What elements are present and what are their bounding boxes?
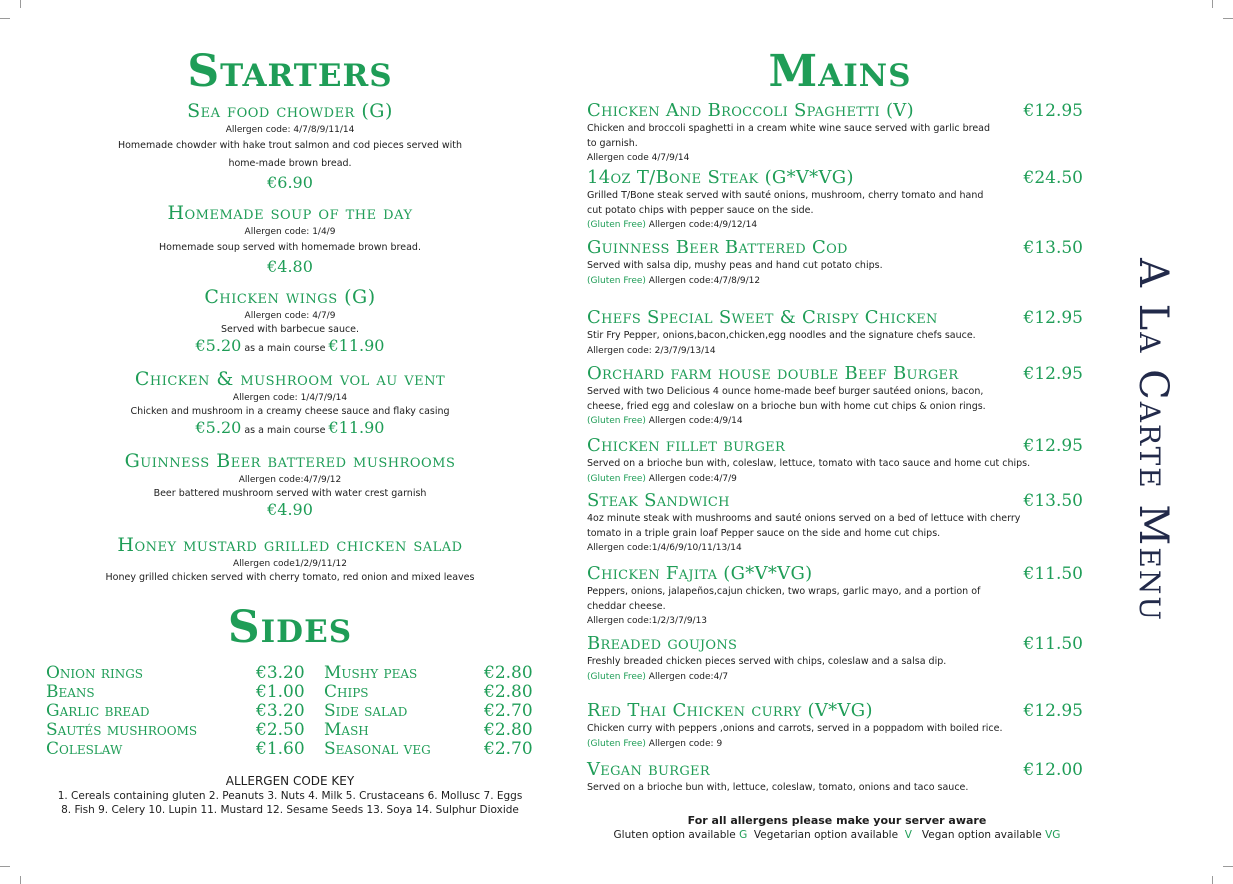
main-item [587,363,1087,428]
allergen-key-line: 8. Fish 9. Celery 10. Lupin 11. Mustard 12. Sesame Seeds 13. Soya 14. Sulphur Dioxide [61,804,519,816]
main-allergen-line [587,670,1087,684]
side-name: Garlic bread [46,701,150,721]
main-item [587,100,1087,165]
main-allergen: Allergen code:1/2/3/7/9/13 [587,616,708,626]
starter-allergen: Allergen code: 1/4/7/9/14 [232,393,348,403]
main-name: Vegan burger [587,759,710,780]
side-name: Coleslaw [46,739,123,759]
side-price: €1.00 [256,682,305,702]
starter-item [40,100,540,193]
main-desc: cut potato chips with pepper sauce on the side. [587,204,814,216]
vegetarian-option-code: V [904,829,912,841]
crop-mark [1223,866,1233,867]
allergen-key [40,773,540,817]
main-course-label: as a main course [241,343,329,354]
starter-price-line [40,418,540,441]
main-allergen-line [587,737,1087,751]
starter-desc: Homemade chowder with hake trout salmon and cod pieces served with [117,140,463,151]
starter-desc: Beer battered mushroom served with water crest garnish [153,488,427,499]
vegan-option-code: VG [1045,829,1061,841]
crop-mark [20,876,21,884]
main-desc: Chicken curry with peppers ,onions and carrots, served in a poppadom with boiled rice. [587,723,1003,734]
crop-mark [1223,18,1233,19]
side-price: €2.70 [484,701,533,721]
starter-desc: home-made brown bread. [228,158,352,169]
main-desc: 4oz minute steak with mushrooms and sauté onions served on a bed of lettuce with cherry [587,513,1021,524]
starter-allergen: Allergen code1/2/9/11/12 [233,559,347,569]
gluten-free-label: (Gluten Free) [587,275,646,286]
side-name: Chips [324,682,369,702]
starter-price: €5.20 [195,336,242,355]
allergen-key-title: ALLERGEN CODE KEY [225,774,355,788]
main-price: €12.95 [1023,364,1083,384]
main-desc: to garnish. [587,137,638,149]
main-item [587,167,1087,232]
crop-mark [1212,876,1213,884]
main-desc: Served with two Delicious 4 ounce home-made beef burger sautéed onions, bacon, [587,386,984,397]
starter-item [40,202,540,277]
starter-price: €5.20 [195,418,242,437]
main-desc: cheese, fried egg and coleslaw on a brioche bun with home cut chips & onion rings. [587,400,986,412]
main-allergen: Allergen code: 9 [645,738,723,749]
crop-mark [1212,0,1213,8]
starter-name: Chicken wings (G) [204,286,376,308]
main-name: Red Thai Chicken curry (V*VG) [587,700,873,721]
starters-title: Starters [187,46,393,97]
gluten-free-label: (Gluten Free) [587,738,646,749]
side-name: Seasonal veg [324,739,431,759]
main-price: €24.50 [1023,168,1083,188]
main-desc: tomato in a triple grain loaf Pepper sauce on the side and home cut chips. [587,527,941,539]
main-price: €11.50 [1023,634,1083,654]
starter-price: €6.90 [267,173,313,192]
main-allergen-line [587,414,1087,428]
main-name: 14oz T/Bone Steak (G*V*VG) [587,167,854,188]
starter-name: Homemade soup of the day [167,202,413,224]
main-item [587,307,1087,358]
main-item [587,435,1087,486]
main-price: €11.50 [1023,564,1083,584]
side-name: Mushy peas [324,663,418,683]
starter-name: Guinness Beer battered mushrooms [124,450,456,472]
starter-item [40,286,540,359]
side-price: €2.70 [484,739,533,759]
main-allergen: Allergen code:4/7 [645,671,729,682]
side-name: Beans [46,682,95,702]
main-allergen: Allergen code:1/4/6/9/10/11/13/14 [587,543,742,553]
main-course-label: as a main course [241,425,329,436]
starter-allergen: Allergen code: 4/7/8/9/11/14 [225,125,355,135]
main-item [587,633,1087,684]
side-price: €3.20 [256,701,305,721]
main-allergen: Allergen code 4/7/9/14 [587,153,690,163]
main-allergen: Allergen code:4/9/12/14 [645,220,758,230]
side-price: €1.60 [256,739,305,759]
mains-title: Mains [768,46,912,97]
allergen-notice: For all allergens please make your server aware [687,814,987,827]
main-desc: Chicken and broccoli spaghetti in a cream white wine sauce served with garlic bread [587,123,991,134]
main-desc: Freshly breaded chicken pieces served with chips, coleslaw and a salsa dip. [587,656,947,667]
main-allergen: Allergen code:4/7/9 [645,473,737,484]
side-price: €2.80 [484,720,533,740]
main-item [587,700,1087,751]
main-item [587,759,1087,796]
side-name: Mash [324,720,369,740]
main-name: Chicken And Broccoli Spaghetti (V) [587,100,914,121]
main-allergen-line [587,274,1087,288]
main-name: Chicken Fajita (G*V*VG) [587,563,813,584]
main-name: Guinness Beer Battered Cod [587,237,848,258]
main-desc: Served on a brioche bun with, lettuce, coleslaw, tomato, onions and taco sauce. [587,782,969,793]
crop-mark [0,18,10,19]
left-column [40,48,540,817]
starter-price-line [40,336,540,359]
starter-name: Sea food chowder (G) [187,100,393,122]
main-price: €12.95 [1023,101,1083,121]
gluten-free-label: (Gluten Free) [587,473,646,484]
starter-price: €4.90 [267,500,313,519]
main-price: €12.95 [1023,701,1083,721]
sides-title: Sides [227,602,353,653]
side-name: Side salad [324,701,408,721]
main-allergen: Allergen code: 2/3/7/9/13/14 [587,345,716,356]
crop-mark [0,866,10,867]
a-la-carte-title: A La Carte Menu [1130,258,1176,622]
gluten-option-code: G [739,829,748,841]
main-item [587,563,1087,628]
allergen-key-line: 1. Cereals containing gluten 2. Peanuts 3. Nuts 4. Milk 5. Crustaceans 6. Mollusc 7. Eggs [57,790,523,802]
dietary-options [587,828,1087,842]
main-name: Chefs Special Sweet & Crispy Chicken [587,307,938,328]
side-name: Sautés mushrooms [46,720,198,740]
allergen-footer [587,814,1087,842]
main-name: Orchard farm house double Beef Burger [587,363,959,384]
main-desc: Peppers, onions, jalapeños,cajun chicken, two wraps, garlic mayo, and a portion of [587,586,981,597]
starter-desc: Homemade soup served with homemade brown bread. [159,242,421,253]
crop-mark [20,0,21,8]
main-allergen-line [587,472,1087,486]
side-price: €2.80 [484,663,533,683]
main-name: Steak Sandwich [587,490,730,511]
main-allergen: Allergen code:4/7/8/9/12 [645,275,761,286]
starter-name: Chicken & mushroom vol au vent [134,368,446,390]
starter-name: Honey mustard grilled chicken salad [117,534,463,556]
gluten-free-label: (Gluten Free) [587,416,646,426]
main-price: €13.50 [1023,491,1083,511]
starter-desc: Honey grilled chicken served with cherry tomato, red onion and mixed leaves [105,572,475,583]
vegetarian-option-label: Vegetarian option available [747,829,905,841]
starter-allergen: Allergen code:4/7/9/12 [238,475,342,485]
main-desc: Served on a brioche bun with, coleslaw, lettuce, tomato with taco sauce and home cut chips. [587,458,1031,469]
starter-item [40,450,540,520]
starter-item [40,368,540,441]
main-name: Chicken fillet burger [587,435,786,456]
starter-allergen: Allergen code: 4/7/9 [244,311,336,321]
side-price: €3.20 [256,663,305,683]
main-name: Breaded goujons [587,633,738,654]
main-price: €12.95 [1023,436,1083,456]
starter-main-price: €11.90 [328,336,385,355]
main-allergen-line [587,218,1087,232]
side-name: Onion rings [46,663,144,683]
main-price: €12.95 [1023,308,1083,328]
starter-price: €4.80 [267,257,313,276]
vegan-option-label: Vegan option available [911,829,1046,841]
main-item [587,237,1087,288]
starter-desc: Served with barbecue sauce. [220,324,360,335]
main-price: €12.00 [1023,760,1083,780]
starter-allergen: Allergen code: 1/4/9 [244,227,336,237]
gluten-option-label: Gluten option available [613,829,740,841]
starter-main-price: €11.90 [328,418,385,437]
main-item [587,490,1087,555]
main-price: €13.50 [1023,238,1083,258]
side-price: €2.80 [484,682,533,702]
gluten-free-label: (Gluten Free) [587,671,646,682]
main-desc: cheddar cheese. [587,600,666,612]
main-desc: Served with salsa dip, mushy peas and hand cut potato chips. [587,260,883,271]
gluten-free-label: (Gluten Free) [587,220,646,230]
side-price: €2.50 [256,720,305,740]
main-desc: Stir Fry Pepper, onions,bacon,chicken,egg noodles and the signature chefs sauce. [587,330,976,341]
sides-list [46,664,540,759]
starter-item [40,534,540,584]
main-desc: Grilled T/Bone steak served with sauté onions, mushroom, cherry tomato and hand [587,190,984,201]
main-allergen: Allergen code:4/9/14 [645,416,743,426]
starter-desc: Chicken and mushroom in a creamy cheese sauce and flaky casing [130,406,450,417]
